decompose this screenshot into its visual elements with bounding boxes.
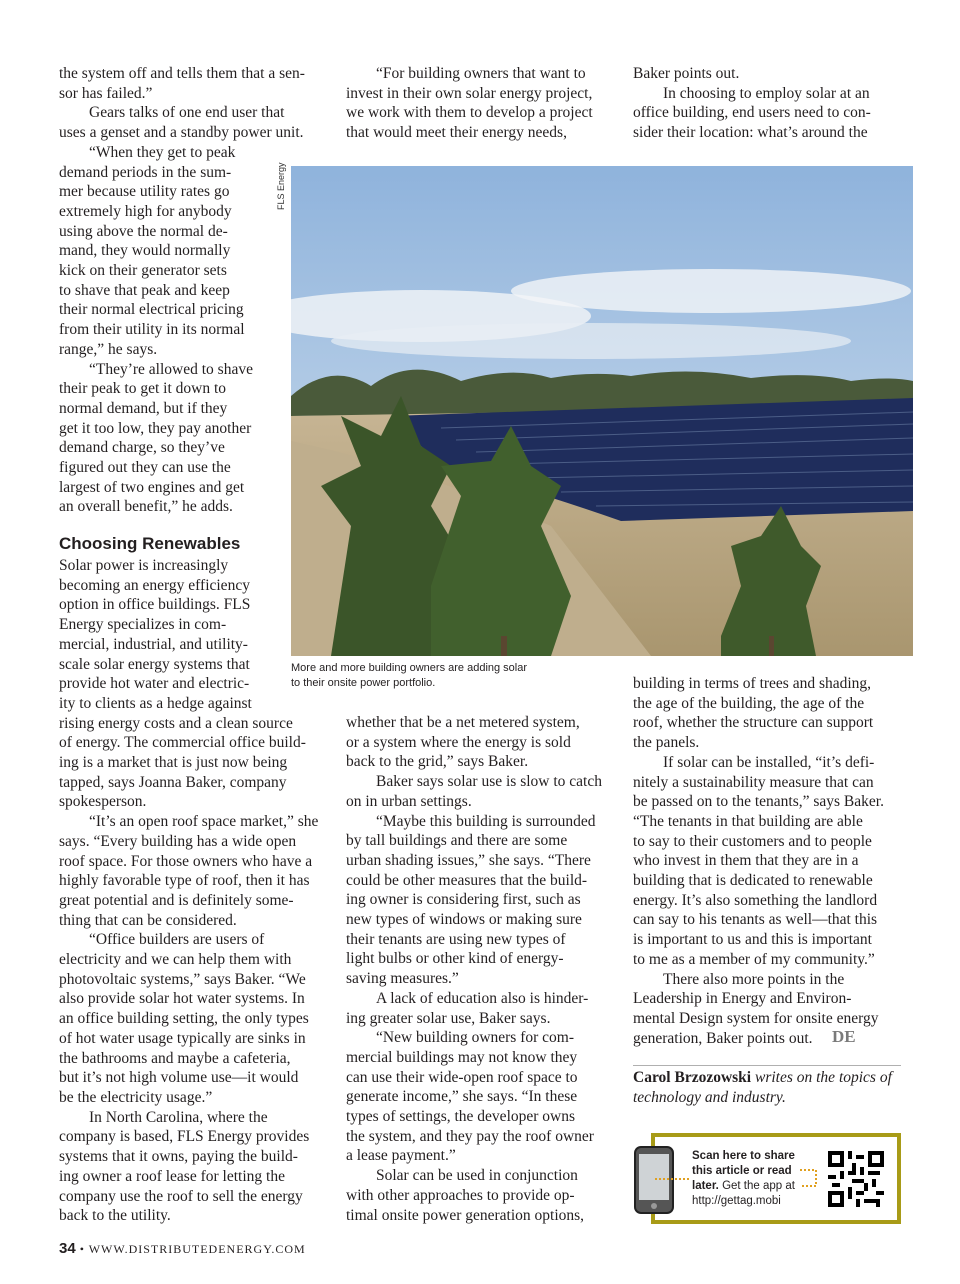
text-line: “Maybe this building is surrounded [376, 812, 596, 830]
text-line: to say to their customers and to people [633, 832, 872, 850]
text-line: building that is dedicated to renewable [633, 872, 873, 890]
dotted-bracket-icon [798, 1168, 822, 1188]
qr-instructions: Scan here to share this article or read later. Get the app at http://gettag.mobi [692, 1150, 795, 1207]
footer-url[interactable]: WWW.DISTRIBUTEDENERGY.COM [88, 1242, 306, 1256]
text-line: of hot water usage typically are sinks in [59, 1029, 306, 1047]
text-line: mental Design system for onsite energy [633, 1009, 879, 1027]
author-bio: Carol Brzozowski writes on the topics of technology and industry. [633, 1069, 892, 1106]
text-line: In North Carolina, where the [89, 1108, 268, 1126]
text-line: “The tenants in that building are able [633, 812, 863, 830]
text-line: or a system where the energy is sold [346, 733, 571, 751]
text-line: Baker says solar use is slow to catch [376, 773, 602, 791]
text-line: spokesperson. [59, 793, 147, 811]
bio-divider [633, 1065, 901, 1066]
text-line: ity to clients as a hedge against [59, 694, 252, 712]
text-line: office building, end users need to con- [633, 104, 871, 122]
text-line: their tenants are using new types of [346, 930, 566, 948]
col3-bottom-text [633, 674, 884, 1048]
text-line: timal onsite power generation options, [346, 1206, 585, 1224]
text-line: kick on their generator sets [59, 262, 227, 280]
text-line: get it too low, they pay another [59, 419, 252, 437]
text-line: mercial buildings may not know they [346, 1048, 578, 1066]
text-line: tapped, says Joanna Baker, company [59, 773, 287, 791]
text-line: thing that can be considered. [59, 911, 237, 929]
text-line: building in terms of trees and shading, [633, 675, 872, 692]
text-line: normal demand, but if they [59, 399, 228, 417]
text-line: to me as a member of my community.” [633, 950, 875, 968]
end-mark: DE [832, 1027, 856, 1046]
text-line: mer because utility rates go [59, 183, 230, 201]
col2-top-text [346, 64, 593, 143]
text-line: Energy specializes in com- [59, 616, 227, 634]
text-line: sor has failed.” [59, 84, 153, 102]
text-line: In choosing to employ solar at an [663, 84, 870, 102]
text-line: the system, and they pay the roof owner [346, 1127, 594, 1145]
author-name: Carol Brzozowski [633, 1069, 752, 1086]
text-line: an overall benefit,” he adds. [59, 498, 233, 516]
text-line: who invest in them that they are in a [633, 852, 859, 870]
text-line: A lack of education also is hinder- [376, 989, 589, 1007]
text-line: but it’s not high volume use—it would [59, 1069, 299, 1087]
text-line: Solar can be used in conjunction [376, 1167, 578, 1185]
text-line: can use their wide-open roof space to [346, 1068, 578, 1086]
text-line: could be other measures that the build- [346, 871, 588, 889]
text-line: generation, Baker points out. [633, 1029, 813, 1047]
text-line: “New building owners for com- [376, 1029, 575, 1047]
text-line: a lease payment.” [346, 1147, 456, 1165]
text-line: generate income,” she says. “In these [346, 1088, 578, 1106]
text-line: of energy. The commercial office build- [59, 734, 306, 752]
text-line: can say to his tenants as well—that this [633, 911, 878, 929]
text-line: becoming an energy efficiency [59, 576, 250, 594]
text-line: company use the roof to sell the energy [59, 1187, 303, 1205]
text-line: be the electricity usage.” [59, 1088, 213, 1106]
text-line: option in office buildings. FLS [59, 596, 251, 614]
text-line: scale solar energy systems that [59, 655, 250, 673]
text-line: with other approaches to provide op- [346, 1186, 575, 1204]
text-line: to shave that peak and keep [59, 281, 230, 299]
text-line: invest in their own solar energy project, [346, 84, 593, 102]
text-line: be passed on to the tenants,” says Baker. [633, 793, 884, 811]
text-line: ing is a market that is just now being [59, 754, 288, 772]
text-line: an office building setting, the only types [59, 1010, 309, 1028]
text-line: mand, they would normally [59, 242, 231, 260]
text-line: range,” he says. [59, 340, 158, 358]
text-line: ing greater solar use, Baker says. [346, 1009, 551, 1027]
text-line: the bathrooms and maybe a cafeteria, [59, 1049, 291, 1067]
qr-code-icon[interactable] [828, 1151, 884, 1207]
text-line: sider their location: what’s around the [633, 124, 868, 142]
text-line: light bulbs or other kind of energy- [346, 950, 564, 968]
text-line: says. “Every building has a wide open [59, 832, 297, 850]
text-line: ing owner is considering first, such as [346, 891, 581, 909]
text-line: Baker points out. [633, 65, 740, 82]
col2-bottom-text [346, 713, 602, 1225]
text-line: “When they get to peak [89, 143, 236, 161]
text-line: Solar power is increasingly [59, 557, 229, 574]
text-line: provide hot water and electric- [59, 675, 250, 693]
text-line: great potential and is definitely some- [59, 891, 294, 909]
text-line: roof space. For those owners who have a [59, 852, 313, 870]
text-line: roof, whether the structure can support [633, 714, 874, 732]
text-line: saving measures.” [346, 970, 459, 988]
text-line: on in urban settings. [346, 792, 472, 810]
text-line: If solar can be installed, “it’s defi- [663, 753, 875, 771]
photo-caption: More and more building owners are adding solar to their onsite power portfolio. [291, 662, 528, 689]
text-line: “For building owners that want to [376, 65, 586, 82]
text-line: photovoltaic systems,” says Baker. “We [59, 970, 306, 988]
page-number: 34 [59, 1240, 76, 1257]
text-line: nitely a sustainability measure that can [633, 773, 874, 791]
text-line: energy. It’s also something the landlord [633, 891, 878, 909]
text-line: their peak to get it down to [59, 380, 227, 398]
solar-farm-photo [291, 166, 913, 656]
text-line: the panels. [633, 734, 700, 752]
text-line: rising energy costs and a clean source [59, 714, 293, 732]
text-line: company is based, FLS Energy provides [59, 1128, 310, 1146]
section-heading: Choosing Renewables [59, 534, 241, 553]
text-line: highly favorable type of roof, then it has [59, 872, 310, 890]
text-line: There also more points in the [663, 970, 845, 988]
text-line: systems that it owns, paying the build- [59, 1148, 298, 1166]
text-line: back to the utility. [59, 1207, 171, 1225]
text-line: Leadership in Energy and Environ- [633, 990, 852, 1008]
text-line: we work with them to develop a project [346, 104, 593, 122]
text-line: “Office builders are users of [89, 931, 265, 949]
photo-credit: FLS Energy [276, 162, 286, 210]
text-line: the age of the building, the age of the [633, 694, 865, 712]
text-line: electricity and we can help them with [59, 951, 292, 969]
col1-top-text [59, 64, 305, 517]
text-line: ing owner a roof lease for letting the [59, 1167, 285, 1185]
text-line: largest of two engines and get [59, 478, 245, 496]
text-line: back to the grid,” says Baker. [346, 753, 529, 771]
text-line: figured out they can use the [59, 459, 231, 477]
text-line: whether that be a net metered system, [346, 714, 580, 731]
text-line: their normal electrical pricing [59, 301, 244, 319]
text-line: demand charge, so they’ve [59, 439, 225, 457]
text-line: mercial, industrial, and utility- [59, 635, 248, 653]
text-line: types of settings, the developer owns [346, 1108, 576, 1126]
col3-top-text [633, 64, 871, 143]
page-footer: 34 • WWW.DISTRIBUTEDENERGY.COM [59, 1240, 306, 1257]
text-line: from their utility in its normal [59, 321, 245, 339]
text-line: is important to us and this is important [633, 931, 872, 949]
text-line: also provide solar hot water systems. In [59, 990, 305, 1008]
text-line: the system off and tells them that a sen- [59, 65, 305, 82]
text-line: by tall buildings and there are some [346, 832, 568, 850]
text-line: Gears talks of one end user that [89, 104, 285, 122]
text-line: that would meet their energy needs, [346, 124, 567, 142]
text-line: new types of windows or making sure [346, 911, 582, 929]
text-line: using above the normal de- [59, 222, 228, 240]
col1-bottom-text [59, 556, 318, 1226]
text-line: “They’re allowed to shave [89, 360, 253, 378]
text-line: uses a genset and a standby power unit. [59, 124, 304, 142]
text-line: “It’s an open roof space market,” she [89, 813, 319, 831]
text-line: urban shading issues,” she says. “There [346, 851, 591, 869]
text-line: demand periods in the sum- [59, 163, 232, 181]
text-line: extremely high for anybody [59, 202, 232, 220]
dotted-arrow-icon [655, 1174, 695, 1184]
